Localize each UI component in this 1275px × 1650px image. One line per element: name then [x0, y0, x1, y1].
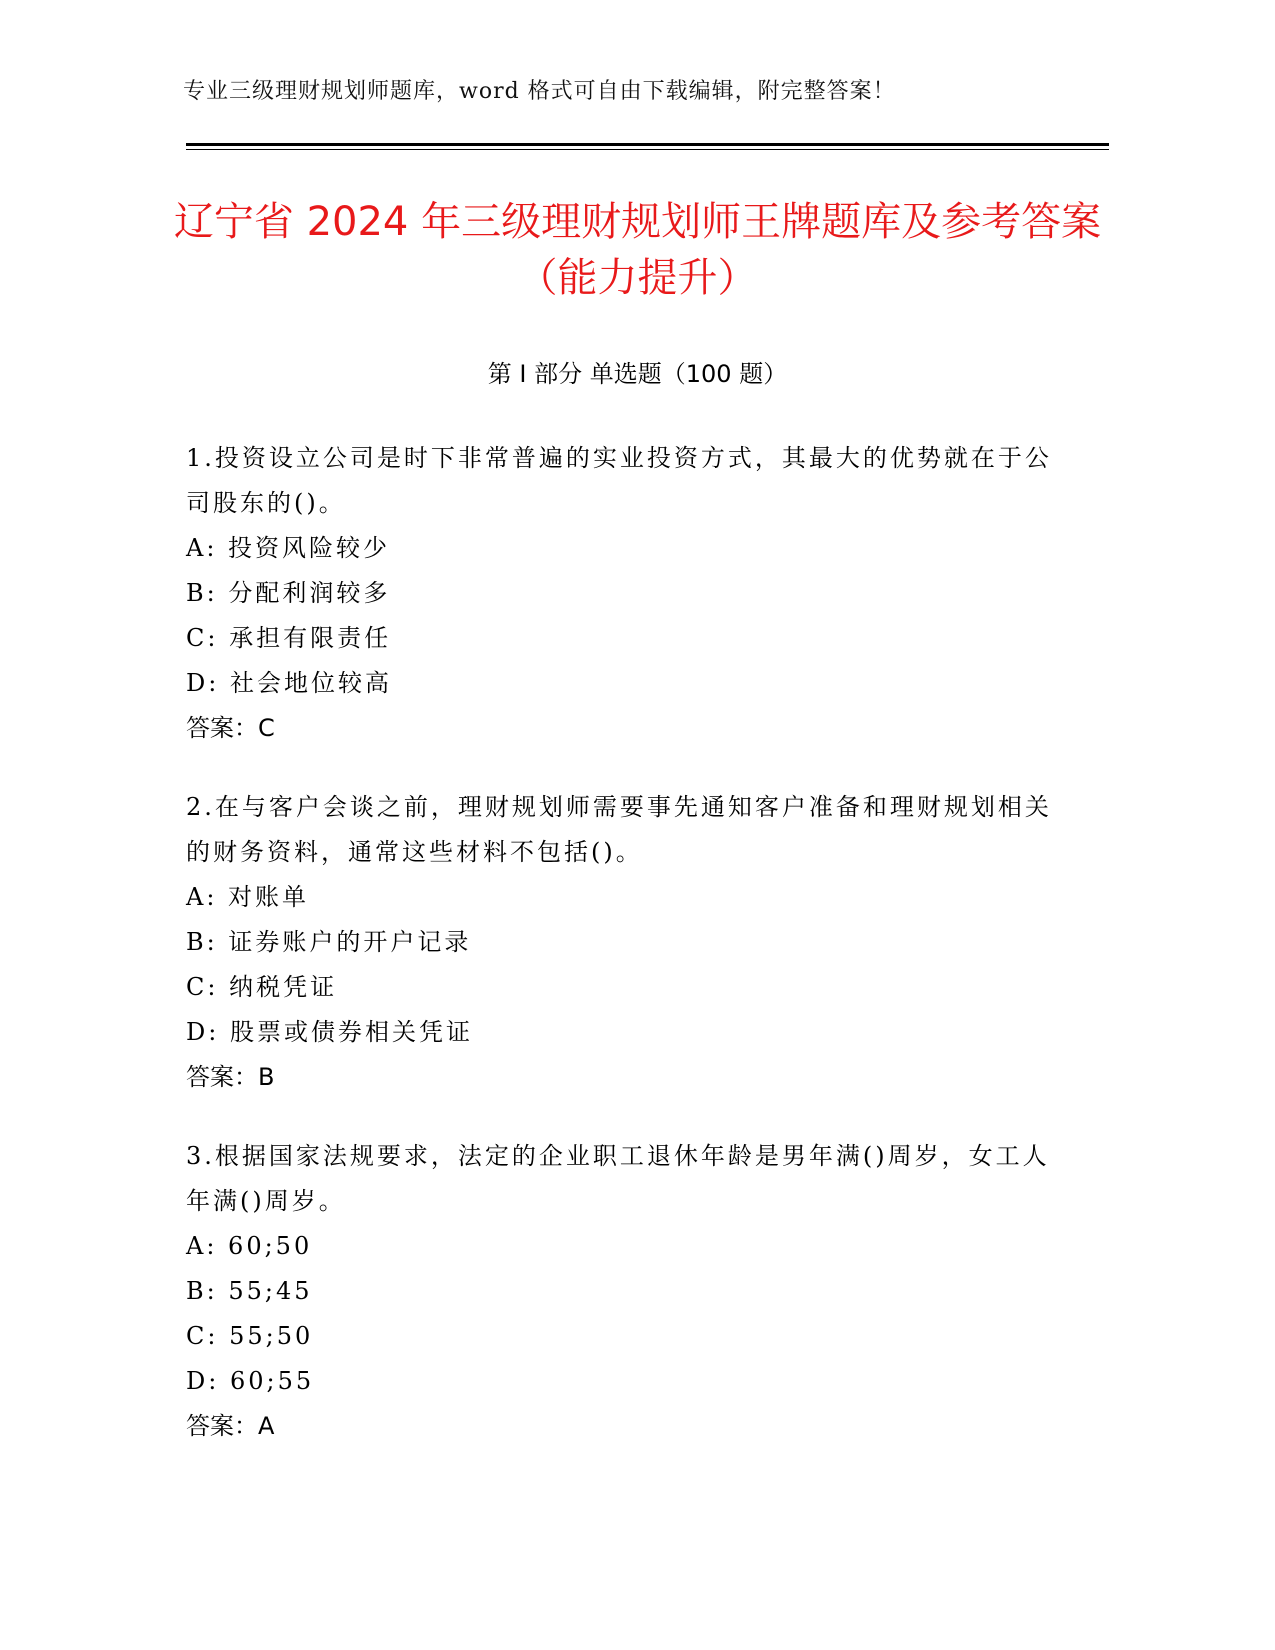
- option-a: A: 对账单: [186, 883, 310, 911]
- question-item: [186, 436, 1066, 751]
- question-stem: 2.在与客户会谈之前，理财规划师需要事先通知客户准备和理财规划相关的财务资料，通常这些材料不包括()。: [186, 793, 1052, 866]
- header-note: 专业三级理财规划师题库，word 格式可自由下载编辑，附完整答案！: [183, 79, 896, 104]
- section-heading: 第 I 部分 单选题（100 题）: [487, 360, 788, 388]
- header-rule-thick: [186, 143, 1109, 146]
- option-c: C: 承担有限责任: [186, 624, 392, 652]
- question-item: [186, 785, 1066, 1100]
- option-c: C: 55;50: [186, 1322, 314, 1350]
- question-stem: 3.根据国家法规要求，法定的企业职工退休年龄是男年满()周岁，女工人年满()周岁。: [186, 1142, 1050, 1215]
- option-b: B: 55;45: [186, 1277, 313, 1305]
- option-b: B: 分配利润较多: [186, 579, 391, 607]
- option-b: B: 证券账户的开户记录: [186, 928, 472, 956]
- answer-line: 答案：A: [186, 1412, 275, 1440]
- option-d: D: 社会地位较高: [186, 669, 392, 697]
- option-a: A: 投资风险较少: [186, 534, 391, 562]
- question-stem: 1.投资设立公司是时下非常普遍的实业投资方式，其最大的优势就在于公司股东的()。: [186, 444, 1052, 517]
- answer-line: 答案：B: [186, 1063, 275, 1091]
- document-title: 辽宁省 2024 年三级理财规划师王牌题库及参考答案（能力提升）: [173, 199, 1102, 301]
- option-c: C: 纳税凭证: [186, 973, 338, 1001]
- option-d: D: 60;55: [186, 1367, 315, 1395]
- question-list: [186, 436, 1066, 1483]
- option-d: D: 股票或债券相关凭证: [186, 1018, 473, 1046]
- question-item: [186, 1134, 1066, 1449]
- header-rule-thin: [186, 149, 1109, 150]
- option-a: A: 60;50: [186, 1232, 313, 1260]
- answer-line: 答案：C: [186, 714, 275, 742]
